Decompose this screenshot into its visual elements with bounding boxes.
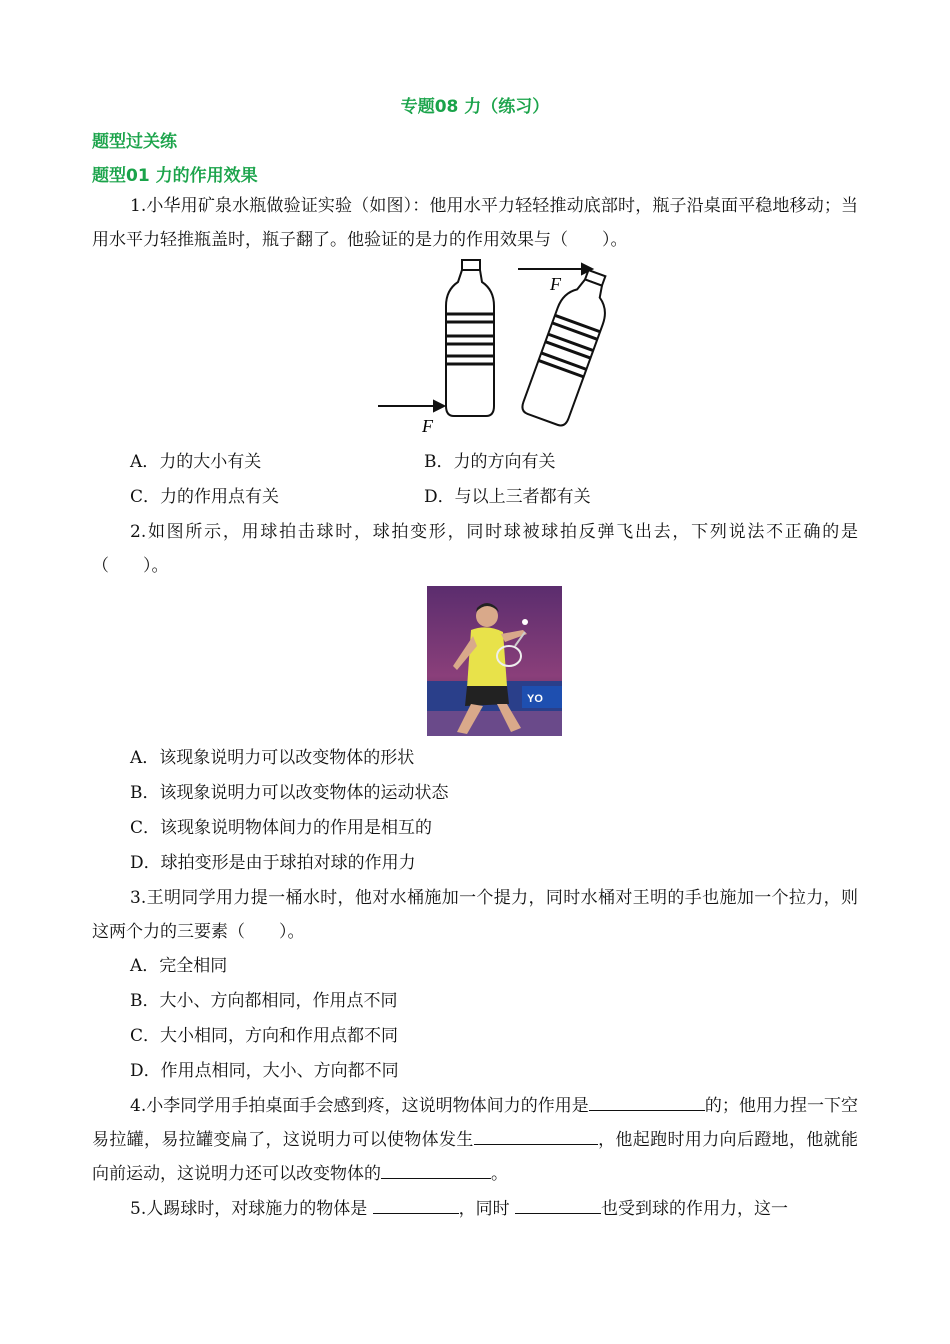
answer-blank-4[interactable] bbox=[373, 1195, 459, 1214]
question-4-text bbox=[92, 1089, 858, 1191]
q5-part-2: ，同时 bbox=[458, 1199, 516, 1219]
section-heading: 题型过关练 bbox=[92, 132, 177, 152]
q5-part-1: 5.人踢球时，对球施力的物体是 bbox=[130, 1199, 373, 1219]
answer-blank-1[interactable] bbox=[589, 1092, 705, 1111]
force-label-top: F bbox=[550, 274, 561, 294]
q2-option-c: C．该现象说明物体间力的作用是相互的 bbox=[130, 818, 433, 838]
q4-part-2: 的；他用力捏一下空易拉罐，易拉罐变扁了，这说明力可以使物体发生 bbox=[92, 1096, 859, 1150]
question-2-text: 2.如图所示，用球拍击球时，球拍变形，同时球被球拍反弹飞出去，下列说法不正确的是（ ）。 bbox=[92, 522, 858, 576]
svg-text:YO: YO bbox=[527, 693, 543, 705]
q4-part-4: 。 bbox=[491, 1164, 508, 1184]
q2-option-b: B．该现象说明力可以改变物体的运动状态 bbox=[130, 783, 449, 803]
q2-option-d: D．球拍变形是由于球拍对球的作用力 bbox=[130, 853, 416, 873]
tilted-bottle bbox=[520, 265, 618, 428]
page-title: 专题08 力（练习） bbox=[400, 97, 550, 117]
badminton-photo bbox=[427, 586, 562, 736]
question-5-text bbox=[92, 1192, 858, 1226]
force-label-bottom: F bbox=[422, 416, 433, 436]
answer-blank-2[interactable] bbox=[474, 1126, 598, 1145]
question-1-text: 1.小华用矿泉水瓶做验证实验（如图）：他用水平力轻轻推动底部时，瓶子沿桌面平稳地移动；当用水平力轻推瓶盖时，瓶子翻了。他验证的是力的作用效果与（ ）。 bbox=[92, 196, 858, 250]
q3-option-a: A．完全相同 bbox=[130, 956, 228, 976]
answer-blank-3[interactable] bbox=[381, 1160, 491, 1179]
topic-heading: 题型01 力的作用效果 bbox=[92, 166, 258, 186]
q1-option-d: D．与以上三者都有关 bbox=[424, 487, 591, 507]
answer-blank-5[interactable] bbox=[515, 1195, 601, 1214]
bottle-figure bbox=[370, 256, 620, 436]
q5-part-3: 也受到球的作用力，这一 bbox=[601, 1199, 789, 1219]
force-arrow-top bbox=[518, 264, 592, 274]
q4-part-3: ，他起跑时用力向后蹬地，他就能向前运动，这说明力还可以改变物体的 bbox=[92, 1130, 859, 1184]
question-3-text: 3.王明同学用力提一桶水时，他对水桶施加一个提力，同时水桶对王明的手也施加一个拉力，则这两个力的三要素（ ）。 bbox=[92, 888, 858, 942]
q4-part-1: 4.小李同学用手拍桌面手会感到疼，这说明物体间力的作用是 bbox=[130, 1096, 589, 1116]
upright-bottle bbox=[446, 260, 494, 416]
q2-option-a: A．该现象说明力可以改变物体的形状 bbox=[130, 748, 415, 768]
q1-option-c: C．力的作用点有关 bbox=[130, 487, 280, 507]
q1-option-b: B．力的方向有关 bbox=[424, 452, 556, 472]
q3-option-d: D．作用点相同，大小、方向都不同 bbox=[130, 1061, 399, 1081]
force-arrow-bottom bbox=[378, 401, 444, 411]
q3-option-c: C．大小相同，方向和作用点都不同 bbox=[130, 1026, 399, 1046]
q3-option-b: B．大小、方向都相同，作用点不同 bbox=[130, 991, 398, 1011]
shuttlecock bbox=[522, 619, 528, 625]
q1-option-a: A．力的大小有关 bbox=[130, 452, 262, 472]
